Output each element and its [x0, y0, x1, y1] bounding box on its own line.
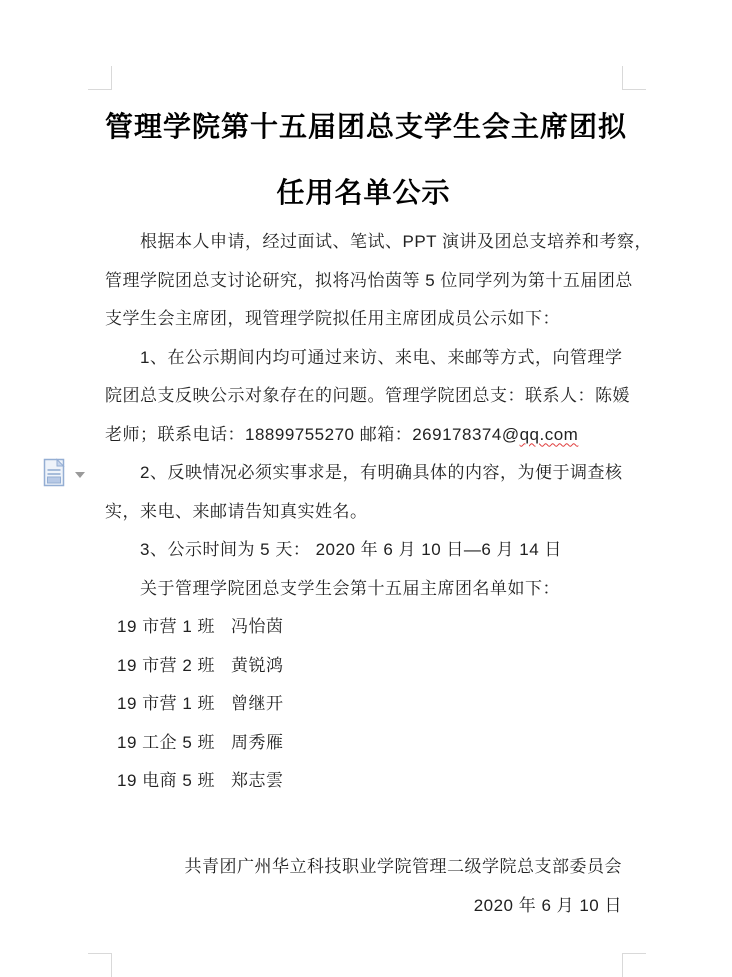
roster-name: 曾继开 — [231, 694, 284, 713]
date-line: 2020 年 6 月 10 日 — [473, 895, 622, 915]
body-line: 实，来电、来邮请告知真实姓名。 — [105, 501, 368, 521]
roster-item — [105, 647, 622, 686]
email-domain-spellcheck: qq.com — [519, 424, 579, 444]
document-title-line2: 任用名单公示 — [276, 178, 451, 209]
roster-item — [105, 685, 622, 724]
roster-class: 19 电商 5 班 — [117, 771, 216, 790]
body-line: 1、在公示期间内均可通过来访、来电、来邮等方式，向管理学 — [140, 347, 623, 367]
roster-item — [105, 724, 622, 763]
body-line: 管理学院团总支讨论研究，拟将冯怡茵等 5 位同学列为第十五届团总 — [105, 270, 633, 290]
paste-options-button[interactable] — [41, 458, 85, 489]
roster-name: 郑志雲 — [231, 771, 284, 790]
contact-line-text: 老师；联系电话：18899755270 邮箱：269178374@ — [105, 424, 520, 444]
roster-item — [105, 762, 622, 801]
body-line: 3、公示时间为 5 天： 2020 年 6 月 10 日—6 月 14 日 — [140, 540, 562, 559]
document-title — [105, 95, 628, 227]
body-line: 支学生会主席团，现管理学院拟任用主席团成员公示如下： — [105, 309, 560, 328]
roster-name: 黄锐鸿 — [231, 655, 284, 675]
body-line: 关于管理学院团总支学生会第十五届主席团名单如下： — [140, 578, 560, 598]
document-body — [105, 223, 652, 801]
roster-class: 19 市营 2 班 — [117, 655, 216, 675]
body-line: 根据本人申请，经过面试、笔试、PPT 演讲及团总支培养和考察， — [140, 232, 652, 251]
text-boundary-mark-bottom-left — [88, 953, 112, 977]
signature-line: 共青团广州华立科技职业学院管理二级学院总支部委员会 — [184, 857, 622, 876]
chevron-down-icon[interactable] — [75, 472, 85, 478]
roster-class: 19 市营 1 班 — [117, 617, 216, 636]
roster-item — [105, 608, 622, 647]
roster-class: 19 工企 5 班 — [117, 732, 216, 752]
body-line: 院团总支反映公示对象存在的问题。管理学院团总支：联系人：陈媛 — [105, 386, 630, 405]
roster-class: 19 市营 1 班 — [117, 694, 216, 713]
body-line: 2、反映情况必须实事求是，有明确具体的内容，为便于调查核 — [140, 463, 623, 482]
roster-name: 周秀雁 — [231, 732, 284, 752]
contact-line — [105, 416, 622, 455]
document-footer — [105, 848, 622, 925]
paste-options-icon[interactable] — [41, 458, 69, 489]
text-boundary-mark-top-right — [622, 66, 646, 90]
text-boundary-mark-bottom-right — [622, 953, 646, 977]
roster-name: 冯怡茵 — [231, 617, 284, 636]
document-title-line1: 管理学院第十五届团总支学生会主席团拟 — [105, 112, 628, 143]
text-boundary-mark-top-left — [88, 66, 112, 90]
